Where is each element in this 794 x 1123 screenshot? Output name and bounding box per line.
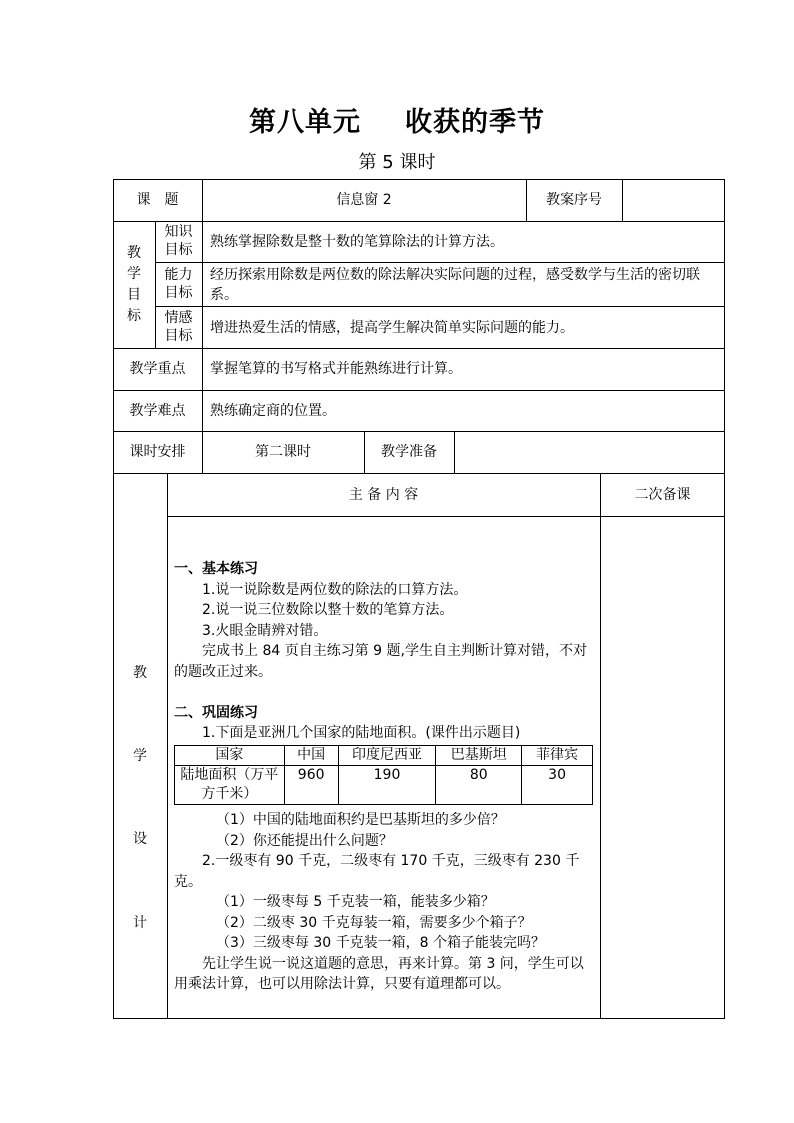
col-line [167,473,168,1019]
objectives-group-label: 教 学 目 标 [127,245,141,324]
row-line [113,390,725,391]
row-line [155,262,725,263]
list-item: 3.火眼金睛辨对错。 [202,622,328,639]
question-2: 2.一级枣有 90 千克，二级枣有 170 千克，三级枣有 230 千克。 [174,853,580,890]
land-area-table [174,745,593,805]
difficulty-text: 熟练确定商的位置。 [210,403,336,419]
topic-label: 课 题 [136,192,179,208]
row-label-cell: 陆地面积（万平方千米） [175,766,285,805]
list-item: （2）你还能提出什么问题？ [216,832,393,849]
plan-number-label: 教案序号 [546,192,602,208]
header-cell: 中国 [284,746,338,766]
ability-objective-label: 能力 目标 [164,267,193,301]
row-line [113,473,725,474]
knowledge-objective-text: 熟练掌握除数是整十数的笔算除法的计算方法。 [210,234,504,250]
list-item: 1.说一说除数是两位数的除法的口算方法。 [202,581,468,598]
page-title [0,100,794,139]
schedule-value: 第二课时 [255,444,311,460]
table-row [175,746,593,766]
row-line [113,221,725,222]
preparation-label: 教学准备 [381,444,437,460]
key-point-text: 掌握笔算的书写格式并能熟练进行计算。 [210,361,462,377]
col-line [600,473,601,1019]
header-cell: 巴基斯坦 [436,746,522,766]
section-basic-practice-title: 一、基本练习 [174,561,258,577]
list-item: （3）三级枣每 30 千克装一箱，8 个箱子能装完吗？ [216,935,545,951]
header-cell: 菲律宾 [522,746,593,766]
main-content-header: 主 备 内 容 [348,487,419,503]
knowledge-objective-label: 知识 目标 [164,224,193,258]
value-cell: 80 [436,766,522,805]
section-consolidation-title: 二、巩固练习 [174,704,258,721]
value-cell: 30 [522,766,593,805]
design-side-label-1: 教 [133,665,147,681]
key-point-label: 教学重点 [129,361,186,377]
col-line [622,179,623,221]
theme-title: 收获的季节 [405,107,545,138]
design-side-label-4: 计 [133,915,147,931]
value-cell: 190 [338,766,436,805]
emotion-objective-label: 情感 目标 [164,310,193,344]
design-content-part1 [174,559,596,744]
emotion-objective-text: 增进热爱生活的情感，提高学生解决简单实际问题的能力。 [210,320,574,336]
table-row [175,766,593,805]
schedule-label: 课时安排 [129,444,186,460]
lesson-subtitle: 第 5 课时 [358,152,436,173]
row-line [167,516,725,517]
list-item: （1）中国的陆地面积约是巴基斯坦的多少倍？ [216,812,505,828]
row-line [113,348,725,349]
row-line [113,431,725,432]
row-line [155,306,725,307]
question-1: 1.下面是亚洲几个国家的陆地面积。(课件出示题目) [202,725,521,741]
header-cell: 印度尼西亚 [338,746,436,766]
design-side-label-2: 学 [133,748,147,764]
value-cell: 960 [284,766,338,805]
topic-value: 信息窗 2 [336,192,392,208]
ability-objective-text: 经历探索用除数是两位数的除法解决实际问题的过程，感受数学与生活的密切联系。 [210,267,700,303]
difficulty-label: 教学难点 [129,403,186,419]
design-content-part2 [174,810,596,995]
col-line [454,431,455,473]
list-item: （2）二级枣 30 千克每装一箱，需要多少个箱子？ [216,914,532,931]
list-item: 2.说一说三位数除以整十数的笔算方法。 [202,602,454,618]
list-item: （1）一级枣每 5 千克装一箱，能装多少箱？ [216,894,495,910]
col-line [202,221,203,348]
second-prep-header: 二次备课 [634,487,691,503]
header-cell: 国家 [175,746,285,766]
unit-title: 第八单元 [249,107,361,138]
closing-note: 先让学生说一说这道题的意思，再来计算。第 3 问，学生可以用乘法计算，也可以用除法计算，只要有道理都可以。 [174,955,584,992]
section1-note: 完成书上 84 页自主练习第 9 题,学生自主判断计算对错，不对的题改正过来。 [174,643,587,680]
design-side-label-3: 设 [133,831,147,847]
